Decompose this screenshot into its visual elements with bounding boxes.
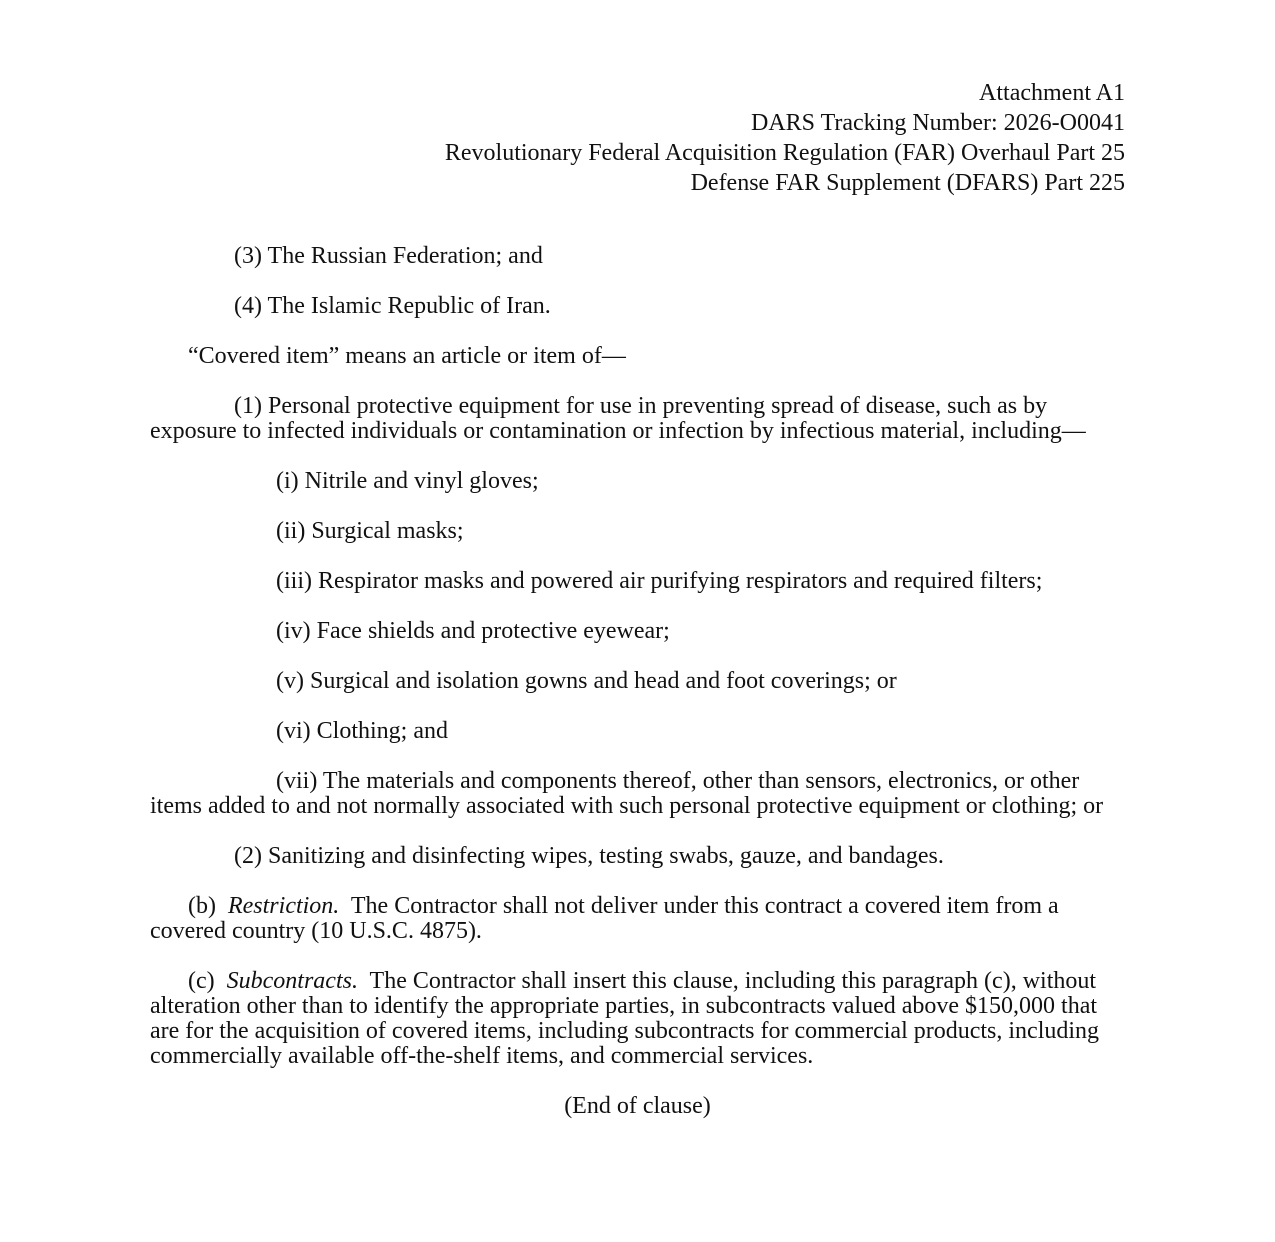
- attachment-label: Attachment A1: [979, 80, 1125, 106]
- covered-item-2: (2) Sanitizing and disinfecting wipes, testing swabs, gauze, and bandages.: [234, 843, 944, 869]
- dfars-part-title: Defense FAR Supplement (DFARS) Part 225: [690, 170, 1125, 196]
- paragraph-b-label: (b): [188, 893, 216, 919]
- clause-body: [150, 244, 1125, 1144]
- sub-item-vii: (vii) The materials and components thereof, other than sensors, electronics, or other items added to and not normally associated with such personal protective equipment or clothing; or: [150, 768, 1104, 819]
- paragraph-c-label: (c): [188, 968, 215, 994]
- country-item-3: (3) The Russian Federation; and: [234, 243, 543, 269]
- paragraph-c-text: The Contractor shall insert this clause, including this paragraph (c), without alteration other than to identify the appropriate parties, in subcontracts valued above $150,000 that are for the acquisition of covered items, including subcontracts for commercial products, including commercially available off-the-shelf items, and commercial services.: [150, 968, 1100, 1069]
- sub-item-ii: (ii) Surgical masks;: [276, 518, 464, 544]
- sub-item-iv: (iv) Face shields and protective eyewear;: [276, 618, 670, 644]
- far-part-title: Revolutionary Federal Acquisition Regulation (FAR) Overhaul Part 25: [444, 140, 1125, 166]
- sub-item-i: (i) Nitrile and vinyl gloves;: [276, 468, 539, 494]
- paragraph-b-heading: Restriction.: [227, 893, 340, 919]
- document-header: [445, 78, 1125, 198]
- country-item-4: (4) The Islamic Republic of Iran.: [234, 293, 551, 319]
- covered-item-definition: “Covered item” means an article or item of—: [188, 343, 626, 369]
- sub-item-vi: (vi) Clothing; and: [276, 718, 448, 744]
- end-of-clause: (End of clause): [564, 1093, 711, 1119]
- paragraph-c-heading: Subcontracts.: [226, 968, 358, 994]
- sub-item-v: (v) Surgical and isolation gowns and head and foot coverings; or: [276, 668, 897, 694]
- tracking-number: DARS Tracking Number: 2026-O0041: [750, 110, 1125, 136]
- covered-item-1: (1) Personal protective equipment for use in preventing spread of disease, such as by exposure to infected individuals or contamination or infection by infectious material, including—: [150, 393, 1086, 444]
- sub-item-iii: (iii) Respirator masks and powered air purifying respirators and required filters;: [276, 568, 1043, 594]
- paragraph-b-restriction: [150, 894, 1125, 944]
- paragraph-c-subcontracts: [150, 969, 1125, 1069]
- paragraph-b-text: The Contractor shall not deliver under this contract a covered item from a covered country (10 U.S.C. 4875).: [150, 893, 1059, 944]
